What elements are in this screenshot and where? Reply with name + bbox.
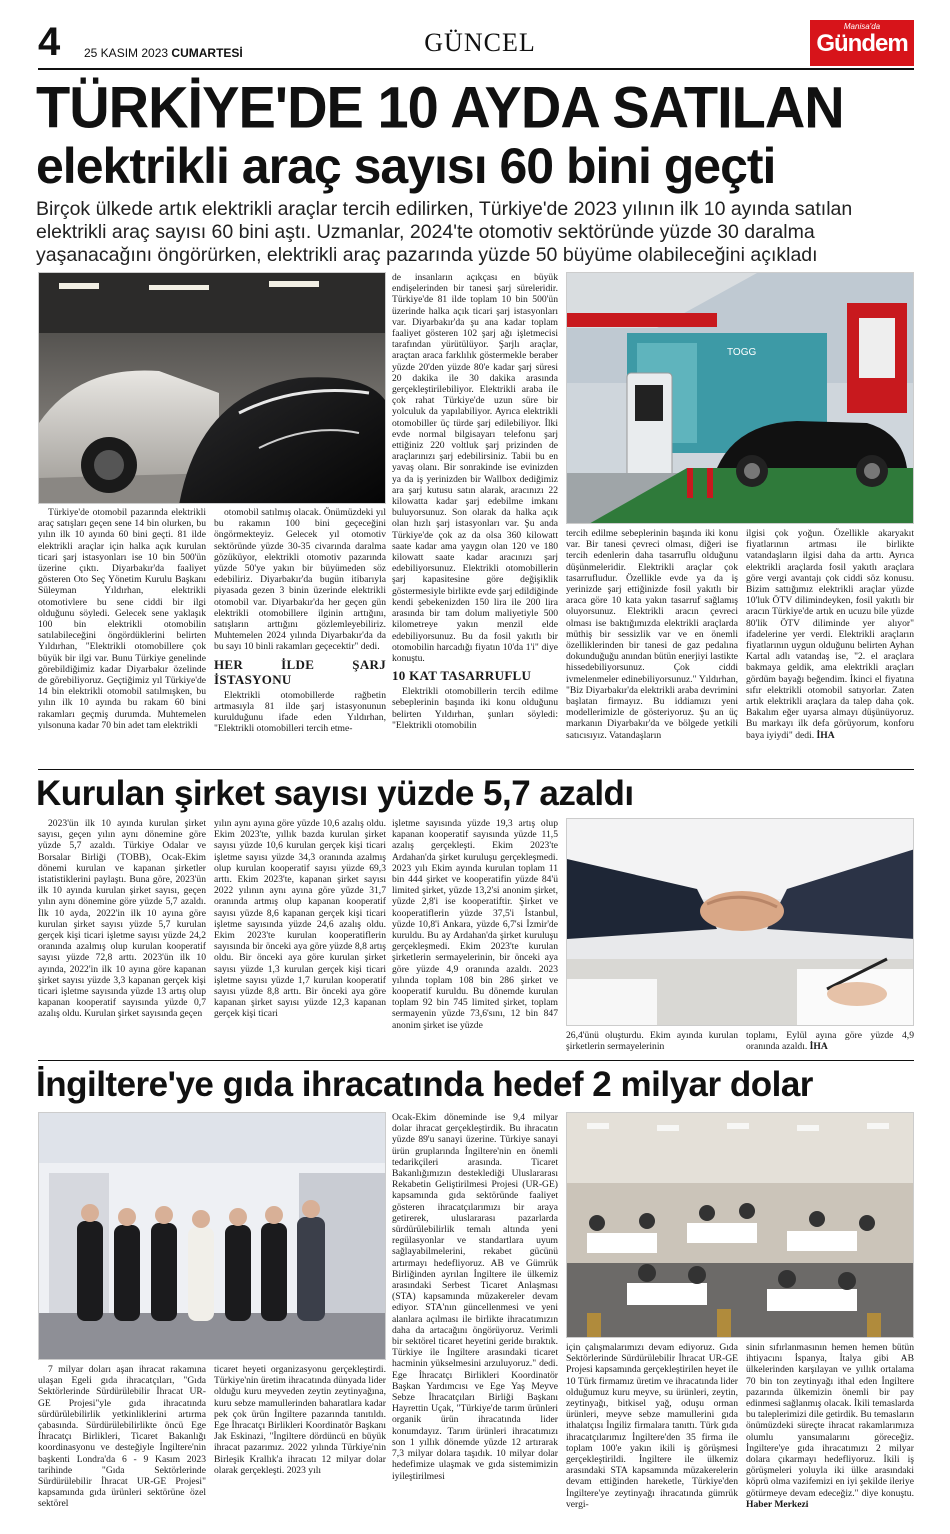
logo-small-text: Manisa'da [843,22,881,31]
article1-col3b-text: Elektrikli otomobillerin tercih edilme sebeplerinin başında iki konu olduğunu belirten Yıldırhan, şunları söyledi: "Elektrikli otomobilin [392,686,558,731]
handshake-photo [566,818,914,1026]
article1-col5-paragraph [746,528,914,741]
article2-col3-text: işletme sayısında yüzde 19,3 artış olup kapanan kooperatif sayısında yüzde 11,5 azalış gerçekleşti. Ekim 2023'te Ardahan'da şirket kuruluşu gerçekleşmedi. 2023 yılı Ekim ayında kurulan toplam 11 bin 444 şirket ve kooperatifin yüzde 84'ü limited şirket, yüzde 13,2'si anonim şirket, yüzde 2,8'i ise kooperatiftir. Şirket ve kooperatiflerin yüzde 37,5'i İstanbul, yüzde 10,8'i Ankara, yüzde 6,7'si İzmir'de kuruldu. Bu ay Ardahan'da şirket kuruluşu gerçekleşmedi. Ekim 2023'te kurulan şirketlerin sermayelerinin, bir önceki aya göre yüzde 4,9 oranında azaldı. 2023 yılında toplam 108 bin 286 şirket ve kooperatif kuruldu. Bu dönemde kurulan toplam 92 bin 745 limited şirket, toplam sermayenin yüzde 73,6'sını, 12 bin 847 anonim şirket ise yüzde [392,818,558,1031]
article3-column-5 [746,1342,914,1532]
article1-col5-text: ilgisi çok yoğun. Özellikle akaryakıt fiyatlarının artması ile birlikte vatandaşların ilgisi daha da arttı. Ayrıca elektrikli araçlarda fosil yakıtlı araçlara göre vergi avantajı çok ciddi söz konusu. Bizim sattığımız elektrikli araçlar yüzde 10'luk ÖTV dilimindeyken, fosil yakıtlı bir aracın Türkiye'de artık en ucuzu bile yüzde 80'lik ÖTV diliminde yer alıyor" ifadelerine yer verdi. Elektrikli araçların fiyatlarının uygun olduğunu belirten Ayhan Kartal adlı vatandaş ise, "2. el araçlara bakmaya geldik, ama elektrikli araçları gördüm bayağı beğendim. İkinci el fiyatına sıfır elektrikli otomobil satıyorlar. Zaten artık elektrikli araçlara da talep daha çok. Bakalım eğer uyarsa almayı düşünüyoruz. Bu markayı ilk defa görüyorum, konforu baya iyiydi" dedi. [746,528,914,741]
header-rule [38,68,914,70]
article1-col2b-text: Elektrikli otomobillerde rağbetin artmasıyla 81 ilde şarj istasyonunun kurulduğunu ifade eden Yıldırhan, "Elektrikli otomobilleri tercih etme- [214,689,386,735]
article1-col1-text: Türkiye'de otomobil pazarında elektrikli araç satışları geçen sene 14 bin olurken, bu yılın ilk 10 ayında 60 bini geçti. 81 ilde elektrikli araçlar için halka açık kurulan ticari şarj istasyonları ise 10 bin 500'ün üzerine çıktı. Diyarbakır'da faaliyet gösteren Oto Seç Yönetim Kurulu Başkanı Süleyman Yıldırhan, elektrikli otomotivlere bu sene ciddi bir ilgi olduğunu söyledi. Gelecek sene yaklaşık 100 bin elektrikli otomobilin satılabileceğini öngördüklerini belirten Yıldırhan, "Elektrikli otomobillere çok büyük bir ilgi var. Bunu Türkiye genelinde görebildiğimiz kadar Diyarbakır özelinde de görebiliyoruz. Geçtiğimiz yıl Türkiye'de 14 bin elektrikli otomobil satılmışken, bu yılın ilk 10 ayında bu rakam 60 bini rakamları geçmiş durumda. Muhtemelen yılsonuna kadar 70 bin adet tam elektrikli [38,507,206,731]
page-number: 4 [38,20,61,64]
article2-agency: İHA [809,1041,828,1053]
date-text: 25 KASIM 2023 [84,46,169,60]
article2-headline: Kurulan şirket sayısı yüzde 5,7 azaldı [36,774,634,813]
article1-column-1 [38,507,206,765]
article2-divider [38,1060,914,1061]
article3-col5-paragraph [746,1342,914,1510]
article2-column-3 [392,818,558,1056]
business-meeting-photo [566,1112,914,1338]
article3-col1-text: 7 milyar doları aşan ihracat rakamına ulaşan Egeli gıda ihracatçıları, "Gıda Sektörlerinde Sürdürülebilir İhracat UR-GE Projesi"yle gıda ihracatında sürdürülebilirlik yetkinliklerini artırma çabasında. Sürdürülebilirlikte öncü Ege İhracatçı Birlikleri, Ticaret Bakanlığı koordinasyonu ve desteğiyle İngiltere'nin başkenti Londra'da 6 - 9 Kasım 2023 tarihinde "Gıda Sektörlerinde Sürdürülebilir İhracat UR-GE Projesi" kapsamında gıda ürünleri sektörüne özel sektörel [38,1364,206,1510]
article2-column-4 [566,1030,738,1056]
section-title: GÜNCEL [424,28,536,57]
article3-column-4 [566,1342,738,1532]
newspaper-logo [810,20,914,66]
article3-column-1 [38,1364,206,1532]
article1-divider [38,769,914,770]
article3-col5-text: sinin sıfırlanmasının hemen hemen bütün ihtiyacını İspanya, İtalya gibi AB ülkelerinden karşılayan ve yıllık ortalama 70 bin ton zeytinyağı ithal eden İngiltere pazarında ülkemizin önemli bir pay edinmesi sağlanmış olacak. İkili temaslarda bu taleplerimizi dile getirdik. Bu temasların önümüzdeki süreçte ihracat rakamlarımıza olumlu yansımalarını göreceğiz. İngiltere'ye gıda ihracatımızı 2 milyar dolara çıkarmayı hedefliyoruz. İkili iş görüşmeleri yoluyla iki ülke arasındaki köprü olma vazifemizi en iyi şekilde ileriye götürmeye devam edeceğiz." diye konuştu. [746,1342,914,1499]
article2-col1-text: 2023'ün ilk 10 ayında kurulan şirket sayısı, geçen yılın aynı dönemine göre yüzde 5,7 azaldı. Türkiye Odalar ve Borsalar Birliği (TOBB), Ocak-Ekim dönemi kurulan ve kapanan şirketler istatistiklerini paylaştı. Buna göre, 2023'ün ilk 10 ayında kurulan şirket sayısı, geçen yılın aynı dönemine göre yüzde 5,7 azaldı. İlk 10 ayda, 2022'in ilk 10 ayına göre kurulan şirket sayısı yüzde 5,7 kurulan gerçek kişi ticari işletme sayısı yüzde 24,2 oranında azalmış olup kurulan kooperatif sayısı yüzde 72,8 arttı. 2023'ün ilk 10 ayında, 2022'in ilk 10 ayına göre kapanan şirket sayısı yüzde 3,3 kapanan gerçek kişi ticari işletme sayısında yüzde 13 artış olup kapanan kooperatif sayısında yüzde 0,7 azalış oldu. Kurulan şirket sayısında geçen [38,818,206,1020]
article1-column-2 [214,507,386,765]
car-showroom-photo [38,272,386,504]
article1-headline-line1: TÜRKİYE'DE 10 AYDA SATILAN [36,73,844,141]
article1-col3a-text: de insanların açıkçası en büyük endişelerinden bir tanesi şarj süreleridir. Türkiye'de 81 ilde toplam 10 bin 500'ün üzerinde halka açık ticari şarj istasyonları var. Diyarbakır'da şu ana kadar toplam faaliyet gösteren 102 şarj ağı işletmecisi tarafından yürütülüyor. Şarjlı araçlar, araçtan araca farklılık göstermekle beraber yüzde 20'den yüzde 80'e kadar şarj süresi 20 dakika ile 30 dakika arasında gerçekleştirilebiliyor. Elektrikli araba ile çok rahat Türkiye'de uzun süre bir yolculuk da yapılabiliyor. Ayrıca elektrikli otomobiller üç türde şarj edilebiliyor. İlki evde normal bilgisayarı telefonu şarj ettiğiniz 220 voltluk şarj prizinden de araçlarınızı şarj edebilirsiniz. Tabii bu en yavaş olanı. Bir sonrakinde ise evinizden ya da iş yerinizden bir Wallbox dediğimiz ara şarj kutusu satın alarak, aracınızı 22 kilowatta kadar şarj edebilme imkanı buluyorsunuz. Son olarak da halka açık olan hızlı şarj istasyonları var. Şu anda Türkiye'de çok az da olsa 360 kilowatt saate kadar ama yaygın olan 120 ve 180 kilowatt saate kadar aracınızı şarj edebiliyorsunuz. Elektrikli otomobillerin şarj kapasitesine göre değişiklik göstermesiyle birlikte evde şarj edildiğinde kendi şebekenizden 150 lira ile 200 lira arasında bir tam dolum maliyetiyle 500 kilometreye yakın menzil elde edebiliyorsunuz. Bu da fosil yakıtlı bir otomobilin harcadığı fiyatın 10'da 1'i" diye konuştu. [392,272,558,664]
article2-column-5 [746,1030,914,1056]
article1-deck: Birçok ülkede artık elektrikli araçlar tercih edilirken, Türkiye'de 2023 yılının ilk 10 ayında satılan elektrikli araç sayısı 60 bini aştı. Uzmanlar, 2024'te otomotiv sektöründe yüzde 30 daralma yaşanacağını öngörürken, elektrikli araç pazarında yüzde 50 büyüme olabileceğini açıkladı [36,198,853,266]
article2-col5-text: toplamı, Eylül ayına göre yüzde 4,9 oranında azaldı. [746,1030,914,1053]
article2-col5-paragraph [746,1030,914,1052]
page-date [84,46,243,60]
article1-agency: İHA [816,729,835,741]
article3-column-2 [214,1364,386,1532]
article1-headline-line2: elektrikli araç sayısı 60 bini geçti [36,138,776,194]
charging-station-photo [566,272,914,524]
article3-column-3 [392,1112,558,1532]
article1-col4-text: tercih edilme sebeplerinin başında iki konu var. Bir tanesi çevreci olması, diğeri ise tercih edenlerin daha tasarruflu olduğunu düşünmeleridir. Elektrikli araçlar çok tasarrufludur. Özellikle evde ya da iş yerinizde şarj ettiğinizde fosil yakıtlı bir araca göre 10 kata yakın tasarruf sağlamış oluyorsunuz. Elektrikli aracın çevreci olması ise baktığımızda elektrikli araçlarda müthiş bir sessizlik var ve en önemli özelliklerinden bir tanesi de gaz pedalına dokunduğuğu anından bütün enerjiyi lastikte hissedebiliyorsunuz. Çok ciddi ivmelenmeler edinebiliyorsunuz." Yıldırhan, "Biz Diyarbakır'da elektrikli araba devrimini başlatan firmayız. Bu iddiamızı yeni modellerimizle de gösteriyoruz. Şu an üç markanın Diyarbakır'da ve bölgede yetkili satıcısıyız. Vatandaşların [566,528,738,741]
article2-col2-text: yılın aynı ayına göre yüzde 10,6 azalış oldu. Ekim 2023'te, yıllık bazda kurulan şirket sayısı yüzde 10,6 kurulan gerçek kişi ticari işletme sayısı yüzde 34,3 oranında azalmış olup kurulan kooperatif sayısı yüzde 69,3 arttı. Ekim 2023'te, kapanan şirket sayısı 2022 yılının aynı ayına göre yüzde 31,7 oranında artmış olup kapanan kooperatif sayısı yüzde 8,6 kapanan gerçek kişi ticari işletme sayısında yüzde 24,6 azalış oldu. Ekim 2023'te kurulan kooperatiflerin sayısında bir önceki aya göre yüzde 8,8 artış oldu. Bir önceki aya göre kurulan şirket sayısı yüzde 1,3 kurulan gerçek kişi ticari işletme sayısı yüzde 1,7 kurulan kooperatif sayısı yüzde 8,8 arttı. Bir önceki aya göre kapanan şirket sayısı yüzde 12,3 kapanan gerçek kişi ticari [214,818,386,1020]
article2-column-1 [38,818,206,1056]
article2-column-2 [214,818,386,1056]
article1-col2a-text: otomobil satılmış olacak. Önümüzdeki yıl bu rakamın 100 bini geçeceğini öngörmekteyiz. Gelecek yıl otomotiv sektöründe yüzde 30-35 civarında daralma gözüküyor, elektrikli otomotiv pazarında yüzde 50'ye yakın bir büyümeden söz edebiliriz. Diyarbakır'da bugün itibarıyla piyasada gezen 3 binin üzerinde elektrikli otomobil var. Diyarbakır'da her geçen gün elektrikli otomobillere ilginin arttığını, satışların arttığını gözlemleyebiliriz. Muhtemelen 2024 yılında Diyarbakır'da da bu sayı 10 binli rakamları geçecektir" dedi. [214,507,386,653]
article3-agency: Haber Merkezi [746,1498,809,1510]
article3-col2-text: ticaret heyeti organizasyonu gerçekleştirdi. Türkiye'nin üretim ihracatında dünyada lider olduğu kuru meyveden zeytin zeytinyağına, kuru sebze mamullerinden baharatlara kadar pek çok ürün İngiltere pazarında tanıtıldı. Ege İhracatçı Birlikleri Koordinatör Başkanı Jak Eskinazi, "İngiltere dördüncü en büyük ihracat pazarımız. 2022 yılında Türkiye'nin Birleşik Krallık'a ihracatı 12 milyar dolar olarak gerçekleşti. 2023 yılı [214,1364,386,1476]
logo-big-text: Gündem [816,30,908,57]
group-photo [38,1112,386,1360]
article3-headline: İngiltere'ye gıda ihracatında hedef 2 milyar dolar [36,1065,813,1104]
article2-col4-text: 26,4'ünü oluşturdu. Ekim ayında kurulan şirketlerin sermayelerinin [566,1030,738,1053]
article3-col4-text: için çalışmalarımızı devam ediyoruz. Gıda Sektörlerinde Sürdürülebilir İhracat UR-GE Projesi kapsamında gerçekleştirilen heyet ile 10 Türk firmamız üretim ve ihracatında lider olduğumuz kuru meyve, su ürünleri, zeytin, zeytinyağı, bitkisel yağ, oduşu orman ürünleri, meyve sebze mamullerini gıda ithalatçısı İngiliz firmalara tanıttı. Türk gıda ihracatçılarımız İngiltere'den 35 firma ile toplam 100'e yakın ikili iş görüşmesi gerçekleştirildi. İngiltere ile ülkemiz arasındaki STA kapsamında müzakerelerin devam ettiğinden hareketle, Türkiye'den İngiltere'ye zeytinyağı ihracatında gümrük vergi- [566,1342,738,1510]
article1-subhead-2: 10 KAT TASARRUFLU [392,668,532,684]
day-text: CUMARTESİ [171,46,243,60]
article1-column-3 [392,272,558,765]
charger-brand-text: TOGG [727,347,757,358]
article1-column-4 [566,528,738,765]
article3-col3-text: Ocak-Ekim döneminde ise 9,4 milyar dolar ihracat gerçekleştirdik. Bu ihracatın yüzde 89'u sanayi üzerine. Türkiye sanayi ürün gruplarında İngiltere'nin en önemli tedarikçileri arasında. Ticaret Bakanlığımızın desteklediği Uluslararası Rekabetin Geliştirilmesi Projesi (UR-GE) kapsamında gıda sektöründe faaliyet gösteren ihracatçılarımızı bir araya getirerek, uluslararası pazarlarda sürdürülebilirlik temalı altında yeni regülasyonlar ve standartlara uyum sağlayabilmelerini, rekabet gücünü artırmayı hedefliyoruz. AB ve Gümrük Birliğinden ayrılan İngiltere ile ülkemiz arasındaki Serbest Ticaret Anlaşması (STA) kapsamında müzakereler devam ediyor. STA'nın güncellenmesi ve yeni alanlara açılması ile birlikte ihracatımızın daha da artacağını öngörüyoruz. Verimli bir sektörel ticaret heyetini geride bıraktık. Türkiye ile İngiltere arasındaki ticaret hacminin yükselmesini arzuluyoruz." dedi. Ege İhracatçı Birlikleri Koordinatör Başkan Yardımcısı ve Ege Yaş Meyve Sebze İhracatçıları Birliği Başkanı Hayrettin Uçak, "Türkiye'de tarım ürünleri organik ürün ihracatında lider konumdayız. Tarım ürünleri ihracatımızı son 1 yıllık dönemde yüzde 12 artırarak 7,3 milyar dolara taşıdık. 10 milyar dolar hedefimize ulaşmak ve gıda sistemimizin iyileştirilmesi [392,1112,558,1482]
article1-subhead-1: HER İLDE ŞARJ İSTASYONU [214,656,386,687]
article1-column-5 [746,528,914,765]
